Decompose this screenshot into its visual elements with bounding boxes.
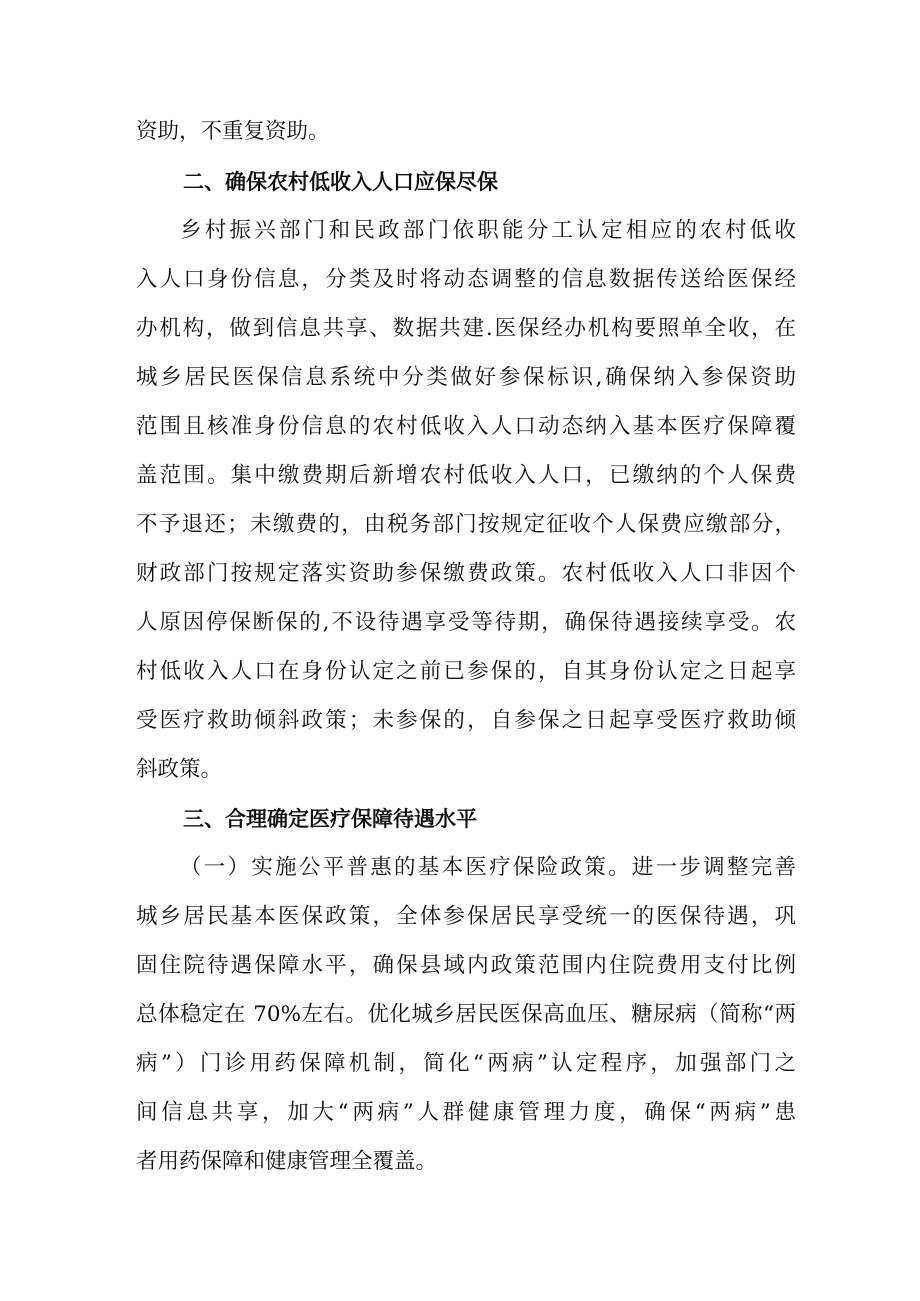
paragraph-line: 总体稳定在 70%左右。优化城乡居民医保高血压、糖尿病（简称“两 <box>136 1002 796 1027</box>
section-heading-2: 二、确保农村低收入人口应保尽保 <box>183 170 498 194</box>
paragraph-line: 城乡居民基本医保政策，全体参保居民享受统一的医保待遇，巩 <box>136 904 796 929</box>
paragraph-line: 人原因停保断保的,不设待遇享受等待期，确保待遇接续享受。农 <box>136 610 796 635</box>
paragraph-line: 城乡居民医保信息系统中分类做好参保标识,确保纳入参保资助 <box>136 365 796 390</box>
paragraph-line: 盖范围。集中缴费期后新增农村低收入人口，已缴纳的个人保费 <box>136 463 796 488</box>
paragraph-line: 病”）门诊用药保障机制，简化“两病”认定程序，加强部门之 <box>136 1051 796 1076</box>
paragraph-line: 入人口身份信息，分类及时将动态调整的信息数据传送给医保经 <box>136 267 796 292</box>
paragraph-line: 村低收入人口在身份认定之前已参保的，自其身份认定之日起享 <box>136 659 796 684</box>
paragraph-line: 受医疗救助倾斜政策；未参保的，自参保之日起享受医疗救助倾 <box>136 708 796 733</box>
paragraph-line: 财政部门按规定落实资助参保缴费政策。农村低收入人口非因个 <box>136 561 796 586</box>
section-heading-3: 三、合理确定医疗保障待遇水平 <box>183 807 477 831</box>
paragraph-line: 办机构，做到信息共享、数据共建.医保经办机构要照单全收，在 <box>136 316 796 341</box>
paragraph-line: 范围且核准身份信息的农村低收入人口动态纳入基本医疗保障覆 <box>136 414 796 439</box>
paragraph-line: （一）实施公平普惠的基本医疗保险政策。进一步调整完善 <box>180 855 796 880</box>
paragraph-line: 间信息共享，加大“两病”人群健康管理力度，确保“两病”患 <box>136 1100 796 1125</box>
paragraph-line: 固住院待遇保障水平，确保县域内政策范围内住院费用支付比例 <box>136 953 796 978</box>
paragraph-line: 不予退还；未缴费的，由税务部门按规定征收个人保费应缴部分， <box>136 512 796 537</box>
paragraph-line: 斜政策。 <box>136 757 223 782</box>
paragraph-line: 者用药保障和健康管理全覆盖。 <box>136 1149 438 1174</box>
paragraph-line: 乡村振兴部门和民政部门依职能分工认定相应的农村低收 <box>180 218 796 243</box>
paragraph-line: 资助，不重复资助。 <box>136 119 330 144</box>
